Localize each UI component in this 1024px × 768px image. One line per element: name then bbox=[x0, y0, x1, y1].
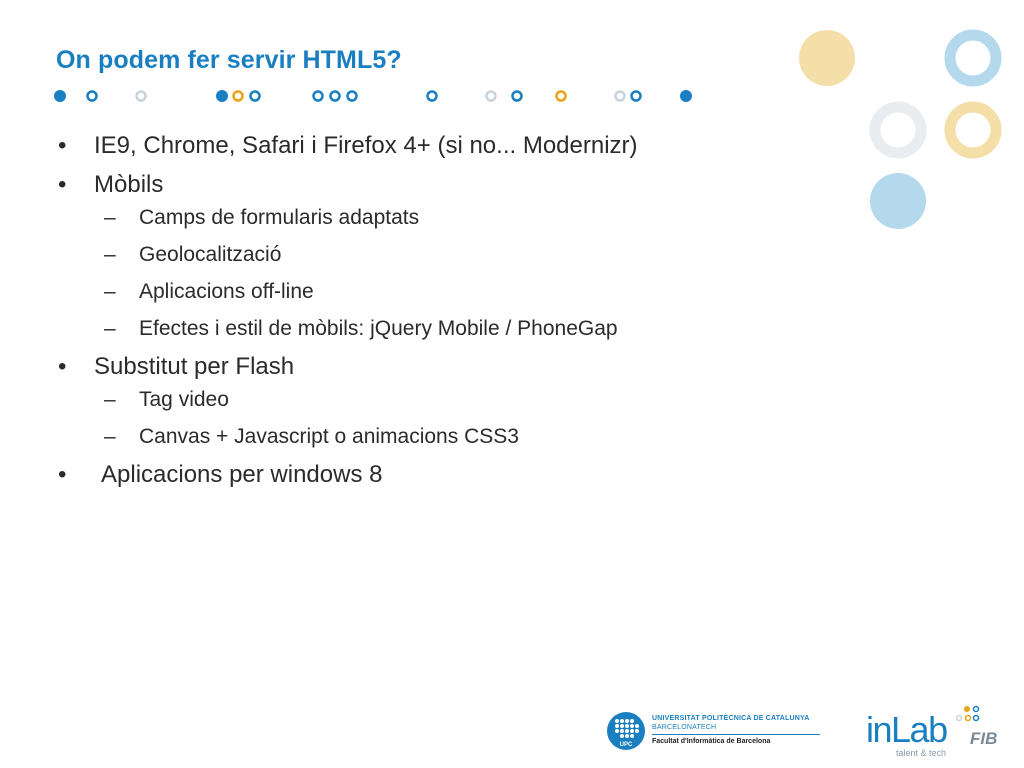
upc-divider bbox=[652, 734, 820, 735]
slide-title: On podem fer servir HTML5? bbox=[56, 46, 402, 74]
sub-bullet-item: – Canvas + Javascript o animacions CSS3 bbox=[94, 424, 816, 450]
sub-bullet-item: – Camps de formularis adaptats bbox=[94, 205, 816, 231]
bullet-text: Substitut per Flash bbox=[94, 353, 295, 380]
inlab-tagline: talent & tech bbox=[896, 748, 947, 758]
sub-bullet-item: – Tag video bbox=[94, 387, 816, 413]
bullet-item bbox=[56, 353, 816, 450]
upc-logo-text: UPC bbox=[619, 742, 633, 748]
upc-subtitle: BARCELONATECH bbox=[652, 724, 717, 731]
sub-bullet-item: – Efectes i estil de mòbils: jQuery Mobile / PhoneGap bbox=[94, 316, 816, 342]
sub-bullet-item: – Geolocalització bbox=[94, 242, 816, 268]
circle-pattern-icon bbox=[790, 20, 1020, 240]
bullet-item bbox=[56, 132, 816, 160]
inlab-logo-word: inLab bbox=[866, 709, 947, 750]
bullet-item bbox=[56, 461, 816, 489]
sub-bullet-item: – Aplicacions off-line bbox=[94, 279, 816, 305]
upc-logo-icon bbox=[606, 711, 646, 751]
bullet-text: Aplicacions per windows 8 bbox=[101, 461, 383, 488]
bullet-text: Mòbils bbox=[94, 171, 164, 198]
bullet-list bbox=[56, 132, 816, 500]
decorative-dot-strip bbox=[50, 86, 710, 106]
upc-logo-block bbox=[606, 710, 822, 754]
bullet-item bbox=[56, 171, 816, 342]
inlab-logo-block bbox=[866, 704, 1016, 762]
sub-bullet-list bbox=[94, 387, 816, 450]
bullet-text: IE9, Chrome, Safari i Firefox 4+ (si no... Modernizr) bbox=[94, 132, 638, 159]
upc-university-name: UNIVERSITAT POLITÈCNICA DE CATALUNYA bbox=[652, 715, 810, 722]
fib-logo-text: FIB bbox=[970, 729, 998, 748]
upc-faculty-name: Facultat d'Informàtica de Barcelona bbox=[652, 738, 771, 745]
sub-bullet-list bbox=[94, 205, 816, 342]
inlab-dots-icon bbox=[951, 704, 981, 730]
